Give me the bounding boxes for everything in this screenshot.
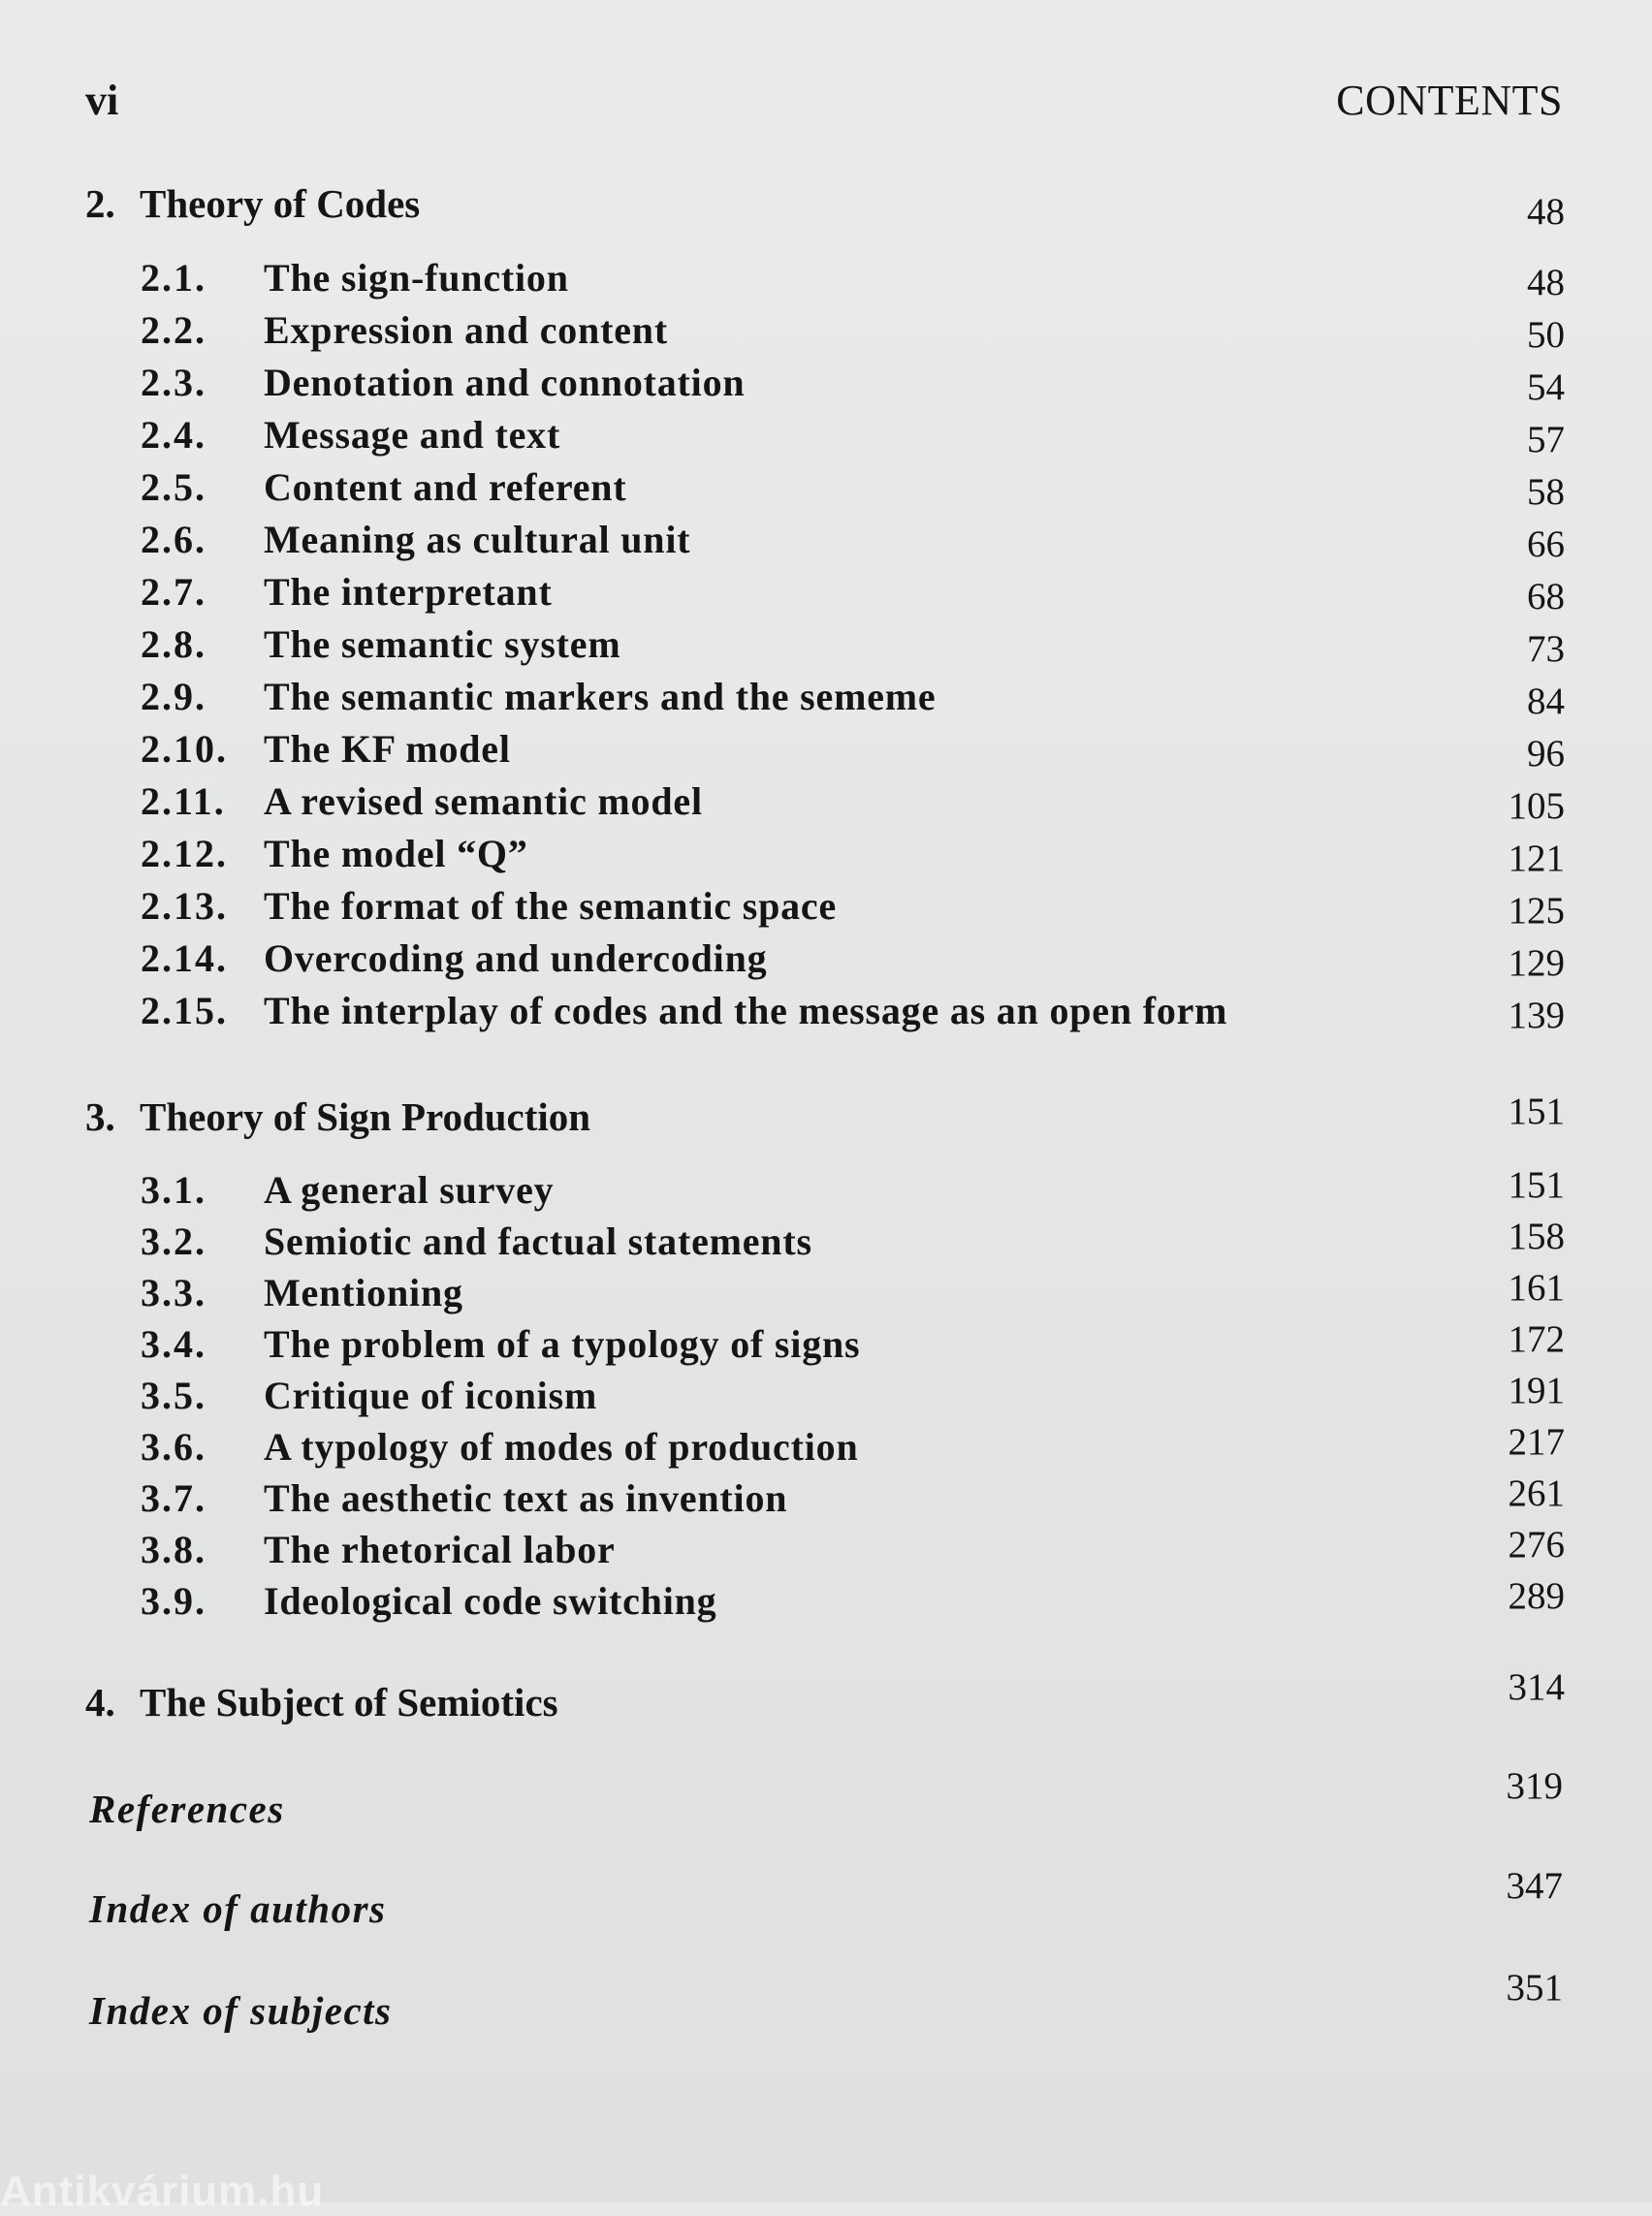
section-page: 105 [1508,785,1565,827]
section-number: 2.4. [141,413,206,457]
section-number: 3.4. [141,1322,206,1366]
section-page: 57 [1527,419,1565,460]
backmatter-page: 319 [1506,1765,1563,1807]
section-page: 161 [1508,1267,1565,1309]
section-title: The problem of a typology of signs [264,1322,861,1366]
section-title: The interpretant [264,570,553,614]
section-title: The rhetorical labor [264,1528,616,1571]
section-title: A general survey [264,1168,555,1212]
section-number: 3.5. [141,1374,206,1417]
section-title: Overcoding and undercoding [264,936,768,980]
section-page: 68 [1527,576,1565,617]
toc-section [141,1370,1565,1423]
toc-section [141,726,1565,776]
running-title: CONTENTS [1336,77,1563,124]
toc-section [141,935,1565,986]
section-page: 96 [1527,733,1565,775]
toc-section [141,1164,1565,1218]
section-page: 191 [1508,1370,1565,1411]
section-page: 125 [1508,890,1565,932]
section-title: The interplay of codes and the message as an open form [264,989,1228,1032]
chapter-number: 3. [85,1094,115,1139]
section-page: 66 [1527,523,1565,565]
section-number: 3.8. [141,1528,206,1571]
section-page: 151 [1508,1164,1565,1206]
section-title: A revised semantic model [264,779,703,823]
section-title: Denotation and connotation [264,361,746,404]
section-number: 2.6. [141,518,206,561]
section-number: 2.12. [141,832,228,875]
chapter-page: 314 [1508,1666,1565,1708]
section-page: 121 [1508,838,1565,879]
section-page: 58 [1527,471,1565,513]
toc-section [141,674,1565,724]
section-page: 54 [1527,366,1565,408]
section-number: 2.2. [141,308,206,352]
section-title: The semantic markers and the sememe [264,675,937,718]
section-title: Semiotic and factual statements [264,1219,812,1263]
chapter-page: 48 [1527,191,1565,233]
section-number: 3.9. [141,1579,206,1623]
section-number: 3.3. [141,1271,206,1314]
section-number: 2.10. [141,727,228,771]
section-page: 261 [1508,1472,1565,1514]
section-page: 84 [1527,681,1565,722]
toc-section [141,1524,1565,1577]
section-number: 2.14. [141,936,228,980]
toc-index-authors [89,1865,1563,1940]
watermark: Antikvárium.hu [0,2168,325,2215]
section-page: 50 [1527,314,1565,356]
section-title: The format of the semantic space [264,884,838,928]
section-title: The sign-function [264,256,569,300]
toc-chapter-2 [85,180,1565,235]
page-header [85,76,1563,134]
toc-section [141,412,1565,462]
section-page: 172 [1508,1318,1565,1360]
section-page: 217 [1508,1421,1565,1463]
chapter-title: The Subject of Semiotics [140,1680,558,1725]
page-folio: vi [85,77,119,124]
toc-section [141,1216,1565,1269]
section-number: 2.1. [141,256,206,300]
toc-section [141,1318,1565,1372]
section-page: 129 [1508,942,1565,984]
toc-section [141,569,1565,619]
section-title: Critique of iconism [264,1374,598,1417]
section-page: 289 [1508,1575,1565,1617]
toc-section [141,464,1565,515]
section-number: 2.7. [141,570,206,614]
section-title: Ideological code switching [264,1579,717,1623]
section-title: The model “Q” [264,832,528,875]
section-title: Expression and content [264,308,668,352]
toc-section [141,988,1565,1038]
section-number: 2.15. [141,989,228,1032]
section-number: 2.5. [141,465,206,509]
section-title: The semantic system [264,622,621,666]
section-number: 3.7. [141,1476,206,1520]
section-page: 276 [1508,1524,1565,1566]
section-title: Content and referent [264,465,627,509]
toc-section [141,1575,1565,1629]
section-number: 3.6. [141,1425,206,1469]
section-page: 73 [1527,628,1565,670]
toc-references [89,1765,1563,1840]
toc-section [141,1472,1565,1526]
section-title: Message and text [264,413,561,457]
toc-chapter-4 [85,1666,1565,1733]
section-number: 3.1. [141,1168,206,1212]
section-title: Mentioning [264,1271,463,1314]
toc-section [141,517,1565,567]
section-number: 3.2. [141,1219,206,1263]
toc-section [141,831,1565,881]
toc-index-subjects [89,1967,1563,2042]
toc-section [141,360,1565,410]
toc-section [141,1267,1565,1320]
section-number: 2.3. [141,361,206,404]
section-page: 139 [1508,995,1565,1036]
toc-chapter-3 [85,1093,1565,1148]
section-number: 2.8. [141,622,206,666]
section-page: 158 [1508,1216,1565,1257]
section-title: Meaning as cultural unit [264,518,691,561]
backmatter-page: 347 [1506,1865,1563,1907]
section-number: 2.13. [141,884,228,928]
backmatter-title: Index of authors [89,1886,387,1931]
toc-section [141,307,1565,358]
chapter-title: Theory of Sign Production [140,1094,591,1139]
toc-section [141,255,1565,305]
chapter-number: 4. [85,1680,115,1725]
section-page: 48 [1527,262,1565,303]
section-title: The KF model [264,727,511,771]
chapter-number: 2. [85,181,115,226]
toc-section [141,883,1565,934]
toc-section [141,778,1565,829]
chapter-title: Theory of Codes [140,181,421,226]
chapter-page: 151 [1508,1091,1565,1132]
backmatter-page: 351 [1506,1967,1563,2009]
toc-section [141,1421,1565,1474]
toc-section [141,621,1565,672]
section-number: 2.9. [141,675,206,718]
section-title: A typology of modes of production [264,1425,859,1469]
section-number: 2.11. [141,779,226,823]
section-title: The aesthetic text as invention [264,1476,788,1520]
backmatter-title: References [89,1787,285,1831]
backmatter-title: Index of subjects [89,1988,393,2033]
